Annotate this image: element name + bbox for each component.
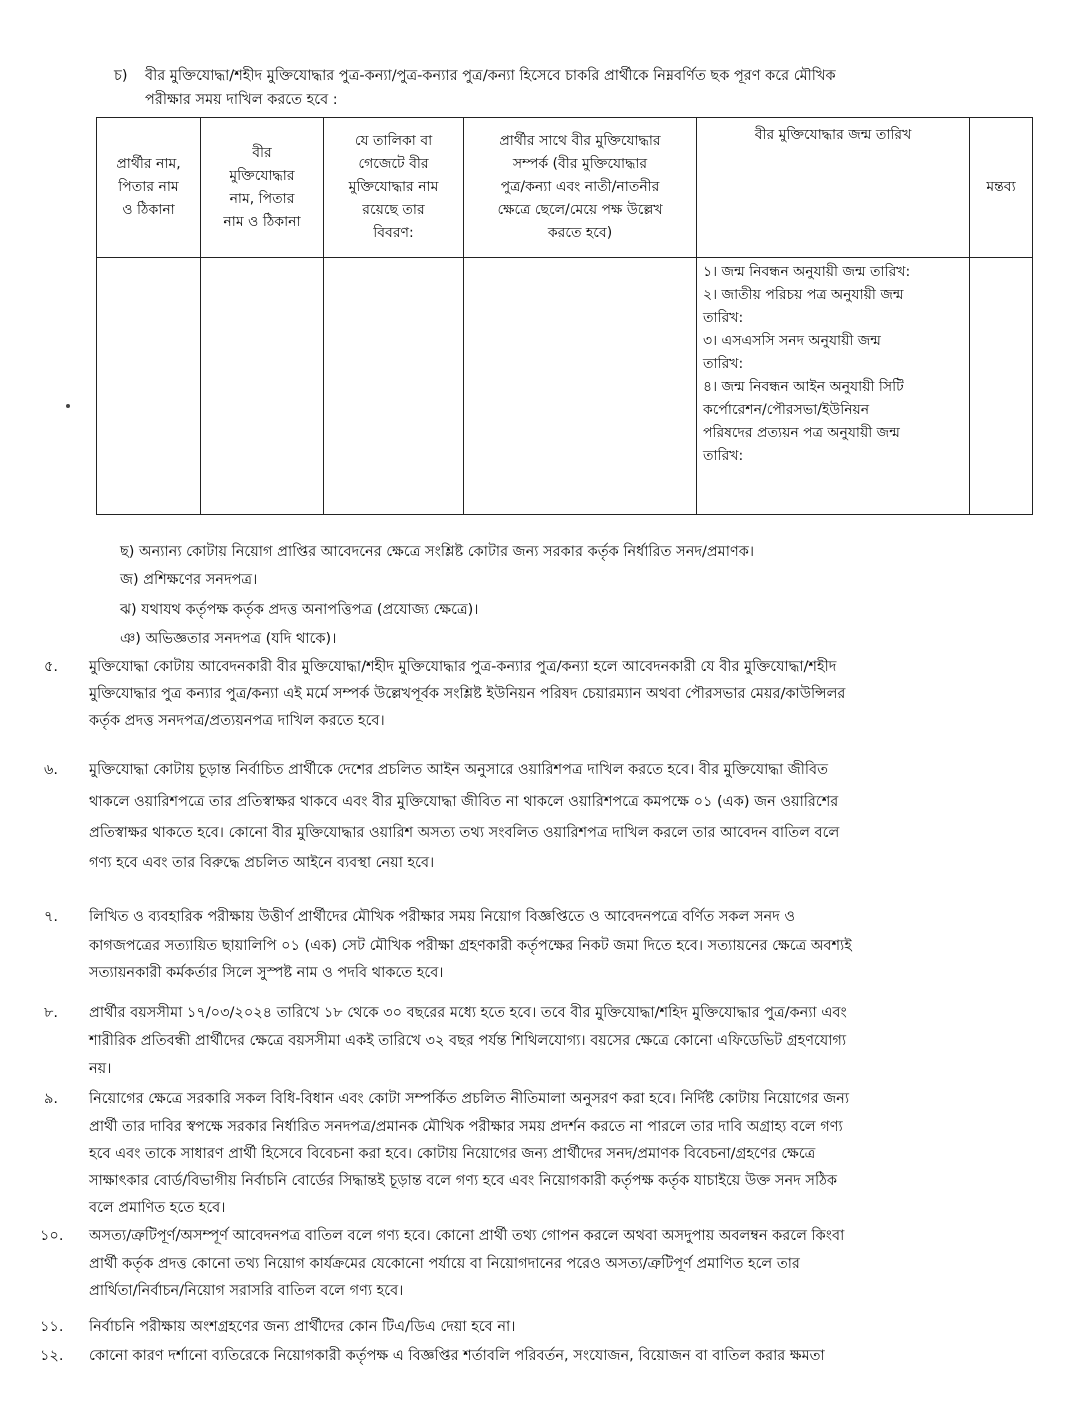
clause-cha-line-1: বীর মুক্তিযোদ্ধা/শহীদ মুক্তিযোদ্ধার পুত্র-কন্যা/পুত্র-কন্যার পুত্র/কন্যা হিসেবে চাকরি প্রার্থীকে নিম্নবর্ণিত ছক পূরণ করে মৌখিক <box>145 68 836 84</box>
item-5-number: ৫. <box>44 659 59 675</box>
margin-speck <box>66 404 70 408</box>
item-6-line: মুক্তিযোদ্ধা কোটায় চূড়ান্ত নির্বাচিত প্রার্থীকে দেশের প্রচলিত আইন অনুসারে ওয়ারিশপত্র দাখিল করতে হবে। বীর মুক্তিযোদ্ধা জীবিত <box>89 762 829 778</box>
sub-item-jha: ঝ) যথাযথ কর্তৃপক্ষ কর্তৃক প্রদত্ত অনাপত্তিপত্র (প্রযোজ্য ক্ষেত্রে)। <box>120 602 479 618</box>
item-5-line: মুক্তিযোদ্ধার পুত্র কন্যার পুত্র/কন্যা এই মর্মে সম্পর্ক উল্লেখপূর্বক সংশ্লিষ্ট ইউনিয়ন পরিষদ চেয়ারম্যান অথবা পৌরসভার মেয়র/কাউন্সিলর <box>89 686 846 702</box>
item-12-line: কোনো কারণ দর্শানো ব্যতিরেকে নিয়োগকারী কর্তৃপক্ষ এ বিজ্ঞপ্তির শর্তাবলি পরিবর্তন, সংযোজন, বিয়োজন বা বাতিল করার ক্ষমতা <box>89 1348 825 1364</box>
item-6-line: থাকলে ওয়ারিশপত্রে তার প্রতিস্বাক্ষর থাকবে এবং বীর মুক্তিযোদ্ধা জীবিত না থাকলে ওয়ারিশপত্রে কমপক্ষে ০১ (এক) জন ওয়ারিশের <box>89 794 839 810</box>
item-9-line: সাক্ষাৎকার বোর্ড/বিভাগীয় নির্বাচনি বোর্ডের সিদ্ধান্তই চূড়ান্ত বলে গণ্য হবে এবং নিয়োগকারী কর্তৃপক্ষ কর্তৃক যাচাইয়ে উক্ত সনদ সঠিক <box>89 1173 838 1189</box>
birth-date-item: তারিখ: <box>703 356 744 372</box>
item-9-line: নিয়োগের ক্ষেত্রে সরকারি সকল বিধি-বিধান এবং কোটা সম্পর্কিত প্রচলিত নীতিমালা অনুসরণ করা হবে। নির্দিষ্ট কোটায় নিয়োগের জন্য <box>89 1091 850 1107</box>
item-8-line: শারীরিক প্রতিবন্ধী প্রার্থীদের ক্ষেত্রে বয়সসীমা একই তারিখে ৩২ বছর পর্যন্ত শিথিলযোগ্য। বয়সের ক্ষেত্রে কোনো এফিডেভিট গ্রহণযোগ্য <box>89 1033 847 1049</box>
header-candidate-name: প্রার্থীর নাম, পিতার নাম ও ঠিকানা <box>97 118 201 258</box>
table-header-row <box>97 118 1033 258</box>
item-8-line: নয়। <box>89 1061 112 1077</box>
item-9-line: হবে এবং তাকে সাধারণ প্রার্থী হিসেবে বিবেচনা করা হবে। কোটায় নিয়োগের জন্য প্রার্থীদের সনদ/প্রমাণক বিবেচনা/গ্রহণের ক্ষেত্রে <box>89 1146 816 1162</box>
cell-candidate-name <box>97 258 201 515</box>
header-relationship: প্রার্থীর সাথে বীর মুক্তিযোদ্ধার সম্পর্ক (বীর মুক্তিযোদ্ধার পুত্র/কন্যা এবং নাতী/নাতনীর ক্ষেত্রে ছেলে/মেয়ে পক্ষ উল্লেখ করতে হবে) <box>464 118 697 258</box>
item-5-line: মুক্তিযোদ্ধা কোটায় আবেদনকারী বীর মুক্তিযোদ্ধা/শহীদ মুক্তিযোদ্ধার পুত্র-কন্যার পুত্র/কন্যা হলে আবেদনকারী যে বীর মুক্তিযোদ্ধা/শহীদ <box>89 659 837 675</box>
birth-date-item: ৩। এসএসসি সনদ অনুযায়ী জন্ম <box>703 333 881 349</box>
header-birth-date: বীর মুক্তিযোদ্ধার জন্ম তারিখ <box>697 118 970 258</box>
cell-birth-date-list <box>697 258 970 515</box>
item-6-line: প্রতিস্বাক্ষর থাকতে হবে। কোনো বীর মুক্তিযোদ্ধার ওয়ারিশ অসত্য তথ্য সংবলিত ওয়ারিশপত্র দাখিল করলে তার আবেদন বাতিল বলে <box>89 825 840 841</box>
item-10-line: অসত্য/ত্রুটিপূর্ণ/অসম্পূর্ণ আবেদনপত্র বাতিল বলে গণ্য হবে। কোনো প্রার্থী তথ্য গোপন করলে অথবা অসদুপায় অবলম্বন করলে কিংবা <box>89 1228 845 1244</box>
cell-remarks <box>970 258 1033 515</box>
item-9-number: ৯. <box>44 1091 59 1107</box>
birth-date-item: তারিখ: <box>703 448 744 464</box>
birth-date-item: ২। জাতীয় পরিচয় পত্র অনুযায়ী জন্ম <box>703 287 904 303</box>
header-freedom-fighter-name: বীর মুক্তিযোদ্ধার নাম, পিতার নাম ও ঠিকানা <box>201 118 324 258</box>
sub-item-chha: ছ) অন্যান্য কোটায় নিয়োগ প্রাপ্তির আবেদনের ক্ষেত্রে সংশ্লিষ্ট কোটার জন্য সরকার কর্তৃক নির্ধারিত সনদ/প্রমাণক। <box>120 544 755 560</box>
birth-date-item: ৪। জন্ম নিবন্ধন আইন অনুযায়ী সিটি <box>703 379 904 395</box>
item-8-number: ৮. <box>44 1005 59 1021</box>
cell-gazette-details <box>324 258 464 515</box>
item-10-line: প্রার্থিতা/নির্বাচন/নিয়োগ সরাসরি বাতিল বলে গণ্য হবে। <box>89 1283 404 1299</box>
birth-date-item: ১। জন্ম নিবন্ধন অনুযায়ী জন্ম তারিখ: <box>703 264 911 280</box>
header-gazette-details: যে তালিকা বা গেজেটে বীর মুক্তিযোদ্ধার নাম রয়েছে তার বিবরণ: <box>324 118 464 258</box>
birth-date-item: তারিখ: <box>703 310 744 326</box>
freedom-fighter-form-table <box>96 117 1033 515</box>
sub-item-nya: ঞ) অভিজ্ঞতার সনদপত্র (যদি থাকে)। <box>120 631 337 647</box>
sub-item-ja: জ) প্রশিক্ষণের সনদপত্র। <box>120 572 258 588</box>
item-6-line: গণ্য হবে এবং তার বিরুদ্ধে প্রচলিত আইনে ব্যবস্থা নেয়া হবে। <box>89 855 435 871</box>
table-entry-row <box>97 258 1033 515</box>
clause-cha-line-2: পরীক্ষার সময় দাখিল করতে হবে : <box>145 92 338 108</box>
birth-date-item: কর্পোরেশন/পৌরসভা/ইউনিয়ন <box>703 402 870 418</box>
item-10-line: প্রার্থী কর্তৃক প্রদত্ত কোনো তথ্য নিয়োগ কার্যক্রমের যেকোনো পর্যায়ে বা নিয়োগদানের পরেও অসত্য/ত্রুটিপূর্ণ প্রমাণিত হলে তার <box>89 1256 800 1272</box>
item-11-line: নির্বাচনি পরীক্ষায় অংশগ্রহণের জন্য প্রার্থীদের কোন টিএ/ডিএ দেয়া হবে না। <box>89 1319 516 1335</box>
item-9-line: বলে প্রমাণিত হতে হবে। <box>89 1200 226 1216</box>
cell-relationship <box>464 258 697 515</box>
cell-freedom-fighter-name <box>201 258 324 515</box>
item-7-number: ৭. <box>44 909 59 925</box>
clause-cha-marker: চ) <box>114 68 128 84</box>
header-remarks: মন্তব্য <box>970 118 1033 258</box>
item-12-number: ১২. <box>40 1348 64 1364</box>
item-6-number: ৬. <box>44 762 59 778</box>
item-7-line: সত্যায়নকারী কর্মকর্তার সিলে সুস্পষ্ট নাম ও পদবি থাকতে হবে। <box>89 965 444 981</box>
birth-date-item: পরিষদের প্রত্যয়ন পত্র অনুযায়ী জন্ম <box>703 425 900 441</box>
item-9-line: প্রার্থী তার দাবির স্বপক্ষে সরকার নির্ধারিত সনদপত্র/প্রমানক মৌখিক পরীক্ষার সময় প্রদর্শন করতে না পারলে তার দাবি অগ্রাহ্য বলে গণ্য <box>89 1119 843 1135</box>
item-7-line: কাগজপত্রের সত্যায়িত ছায়ালিপি ০১ (এক) সেট মৌখিক পরীক্ষা গ্রহণকারী কর্তৃপক্ষের নিকট জমা দিতে হবে। সত্যায়নের ক্ষেত্রে অবশ্যই <box>89 938 852 954</box>
item-5-line: কর্তৃক প্রদত্ত সনদপত্র/প্রত্যয়নপত্র দাখিল করতে হবে। <box>89 713 385 729</box>
item-11-number: ১১. <box>40 1319 64 1335</box>
item-10-number: ১০. <box>40 1228 64 1244</box>
item-8-line: প্রার্থীর বয়সসীমা ১৭/০৩/২০২৪ তারিখে ১৮ থেকে ৩০ বছরের মধ্যে হতে হবে। তবে বীর মুক্তিযোদ্ধা/শহিদ মুক্তিযোদ্ধার পুত্র/কন্যা এবং <box>89 1005 847 1021</box>
item-7-line: লিখিত ও ব্যবহারিক পরীক্ষায় উত্তীর্ণ প্রার্থীদের মৌখিক পরীক্ষার সময় নিয়োগ বিজ্ঞপ্তিতে ও আবেদনপত্রে বর্ণিত সকল সনদ ও <box>89 909 796 925</box>
